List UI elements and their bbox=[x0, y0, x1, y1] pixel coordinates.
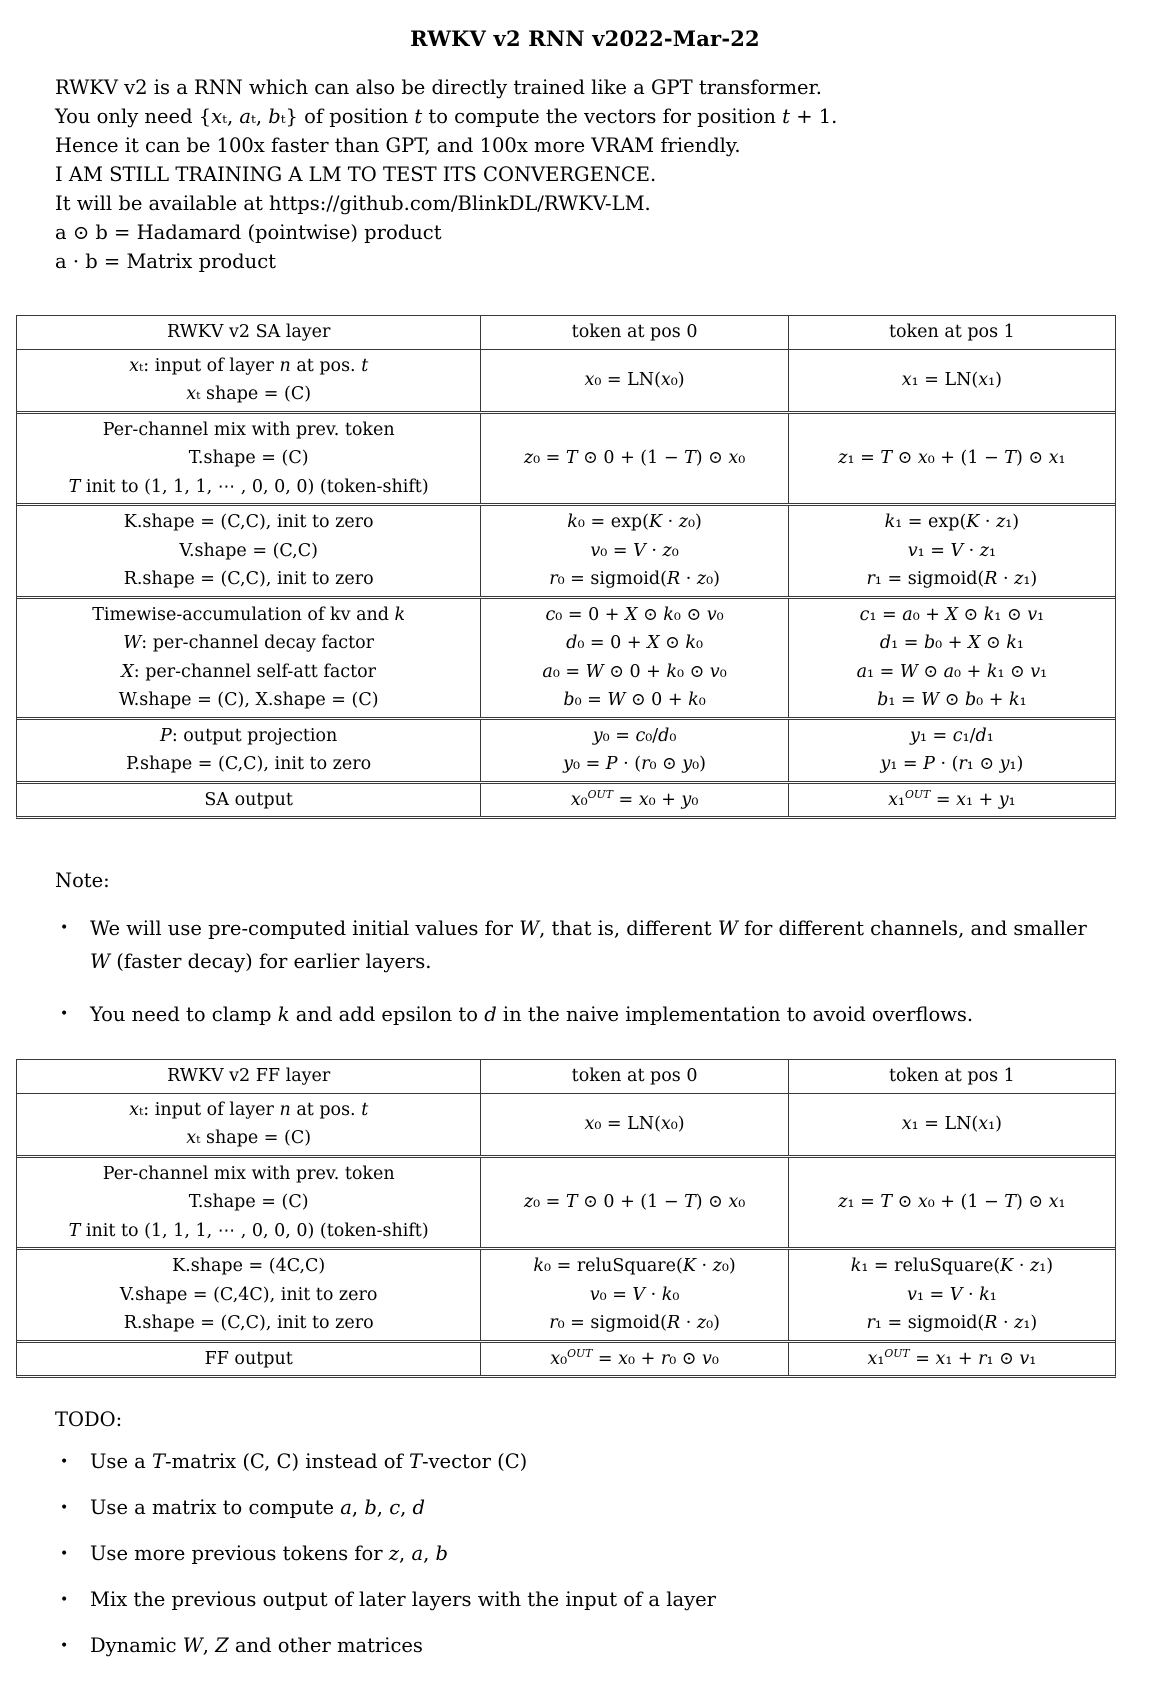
table-cell bbox=[17, 599, 480, 717]
text-line: c₁ = a₀ + X ⊙ k₁ ⊙ v₁ bbox=[859, 604, 1045, 625]
text-line: y₁ = P · (r₁ ⊙ y₁) bbox=[880, 754, 1024, 774]
table-row bbox=[17, 781, 1115, 817]
text-line: a · b = Matrix product bbox=[55, 250, 276, 273]
ff-table-header-pos1: token at pos 1 bbox=[788, 1060, 1115, 1093]
text-line: b₀ = W ⊙ 0 + k₀ bbox=[563, 690, 706, 710]
text-line: k₁ = reluSquare(K · z₁) bbox=[850, 1256, 1054, 1276]
document bbox=[0, 26, 1170, 1700]
table-cell bbox=[480, 599, 787, 717]
table-cell bbox=[788, 1158, 1115, 1248]
text-line: K.shape = (C,C), init to zero bbox=[123, 512, 374, 532]
text-line: x₀ = LN(x₀) bbox=[584, 1113, 685, 1134]
bullet-icon: • bbox=[60, 1546, 69, 1562]
table-cell bbox=[480, 784, 787, 817]
table-cell bbox=[17, 506, 480, 596]
text-line: x₁ = LN(x₁) bbox=[901, 369, 1002, 390]
text-line: c₀ = 0 + X ⊙ k₀ ⊙ v₀ bbox=[545, 604, 724, 625]
text-line: x₁ = LN(x₁) bbox=[901, 1113, 1002, 1134]
table-cell bbox=[17, 1094, 480, 1155]
todo-item bbox=[60, 1585, 1170, 1615]
table-cell bbox=[17, 350, 480, 411]
todo-item-text: Mix the previous output of later layers with the input of a layer bbox=[90, 1588, 716, 1611]
table-row bbox=[17, 596, 1115, 717]
table-cell bbox=[480, 350, 787, 411]
text-line: x₁$^{OUT}$ = x₁ + r₁ ⊙ v₁ bbox=[867, 1346, 1037, 1369]
table-cell bbox=[480, 1094, 787, 1155]
ff-table-header-pos0: token at pos 0 bbox=[480, 1060, 787, 1093]
text-line: d₀ = 0 + X ⊙ k₀ bbox=[566, 633, 703, 653]
bullet-icon: • bbox=[60, 1006, 69, 1022]
text-line: You only need {xₜ, aₜ, bₜ} of position t to compute the vectors for position t + 1. bbox=[55, 105, 838, 128]
text-line: a₁ = W ⊙ a₀ + k₁ ⊙ v₁ bbox=[856, 661, 1048, 682]
text-line: Hence it can be 100x faster than GPT, and 100x more VRAM friendly. bbox=[55, 134, 741, 157]
text-line: xₜ shape = (C) bbox=[186, 1128, 312, 1148]
text-line: z₀ = T ⊙ 0 + (1 − T) ⊙ x₀ bbox=[523, 1192, 746, 1212]
text-line: P: output projection bbox=[160, 725, 338, 746]
text-line: v₁ = V · z₁ bbox=[907, 540, 997, 561]
table-cell bbox=[788, 1343, 1115, 1376]
text-line: I AM STILL TRAINING A LM TO TEST ITS CONVERGENCE. bbox=[55, 163, 657, 186]
table-row bbox=[17, 411, 1115, 504]
text-line: x₀ = LN(x₀) bbox=[584, 369, 685, 390]
text-line: z₁ = T ⊙ x₀ + (1 − T) ⊙ x₁ bbox=[838, 448, 1066, 468]
table-cell bbox=[480, 1158, 787, 1248]
text-line: FF output bbox=[204, 1348, 293, 1369]
todo-item-text: Use a matrix to compute a, b, c, d bbox=[90, 1496, 426, 1519]
table-cell bbox=[788, 720, 1115, 781]
table-cell bbox=[788, 1250, 1115, 1340]
text-line: SA output bbox=[204, 789, 293, 810]
table-cell bbox=[480, 1250, 787, 1340]
table-row bbox=[17, 503, 1115, 596]
sa-table-header-layer: RWKV v2 SA layer bbox=[166, 322, 331, 342]
text-line: T init to (1, 1, 1, ⋯ , 0, 0, 0) (token-shift) bbox=[68, 1220, 429, 1241]
text-line: z₀ = T ⊙ 0 + (1 − T) ⊙ x₀ bbox=[523, 448, 746, 468]
page bbox=[0, 26, 1170, 1700]
ff-table-header-layer: RWKV v2 FF layer bbox=[167, 1066, 331, 1086]
text-line: K.shape = (4C,C) bbox=[172, 1256, 326, 1276]
text-line: y₀ = P · (r₀ ⊙ y₀) bbox=[563, 754, 707, 774]
table-cell bbox=[17, 1250, 480, 1340]
text-line: v₀ = V · z₀ bbox=[590, 540, 679, 561]
bullet-icon: • bbox=[60, 1592, 69, 1608]
text-line: xₜ: input of layer n at pos. t bbox=[129, 355, 369, 376]
text-line: x₀$^{OUT}$ = x₀ + r₀ ⊙ v₀ bbox=[550, 1346, 719, 1369]
table-cell bbox=[480, 414, 787, 504]
text-line: V.shape = (C,4C), init to zero bbox=[119, 1284, 378, 1305]
table-row bbox=[17, 1340, 1115, 1376]
text-line: x₁$^{OUT}$ = x₁ + y₁ bbox=[888, 787, 1016, 810]
text-line: P.shape = (C,C), init to zero bbox=[126, 754, 372, 774]
text-line: xₜ shape = (C) bbox=[186, 384, 312, 404]
table-row bbox=[17, 1247, 1115, 1340]
bullet-icon: • bbox=[60, 1638, 69, 1654]
note-item-text: You need to clamp k and add epsilon to d in the naive implementation to avoid overflows. bbox=[90, 1003, 974, 1026]
table-cell bbox=[788, 599, 1115, 717]
text-line: d₁ = b₀ + X ⊙ k₁ bbox=[879, 633, 1024, 653]
text-line: It will be available at https://github.com/BlinkDL/RWKV-LM. bbox=[55, 192, 651, 215]
table-row bbox=[17, 1155, 1115, 1248]
table-cell bbox=[480, 1343, 787, 1376]
text-line: k₀ = exp(K · z₀) bbox=[567, 512, 702, 532]
table-cell bbox=[788, 506, 1115, 596]
table-cell bbox=[480, 506, 787, 596]
text-line: xₜ: input of layer n at pos. t bbox=[129, 1099, 369, 1120]
text-line: z₁ = T ⊙ x₀ + (1 − T) ⊙ x₁ bbox=[838, 1192, 1066, 1212]
table-cell bbox=[17, 414, 480, 504]
text-line: T.shape = (C) bbox=[188, 1192, 309, 1212]
text-line: W: per-channel decay factor bbox=[123, 633, 375, 653]
table-cell bbox=[788, 350, 1115, 411]
text-line: Per-channel mix with prev. token bbox=[102, 1163, 395, 1184]
bullet-icon: • bbox=[60, 920, 69, 936]
todo-heading: TODO: bbox=[55, 1408, 123, 1431]
table-cell bbox=[17, 720, 480, 781]
text-line: r₁ = sigmoid(R · z₁) bbox=[866, 1313, 1038, 1333]
table-cell bbox=[788, 1094, 1115, 1155]
ff-table-header-row bbox=[17, 1060, 1115, 1093]
sa-table-header-pos0: token at pos 0 bbox=[480, 316, 787, 349]
text-line: r₀ = sigmoid(R · z₀) bbox=[549, 569, 720, 589]
todo-item bbox=[60, 1447, 1170, 1477]
todo-item-text: Dynamic W, Z and other matrices bbox=[90, 1634, 423, 1657]
sa-table-header-pos1: token at pos 1 bbox=[788, 316, 1115, 349]
table-row bbox=[17, 1093, 1115, 1155]
todo-item-text: Use more previous tokens for z, a, b bbox=[90, 1542, 448, 1565]
text-line: k₁ = exp(K · z₁) bbox=[884, 512, 1020, 532]
text-line: b₁ = W ⊙ b₀ + k₁ bbox=[877, 690, 1027, 710]
table-cell bbox=[17, 1158, 480, 1248]
text-line: Timewise-accumulation of kv and k bbox=[92, 604, 406, 625]
table-row bbox=[17, 349, 1115, 411]
text-line: a₀ = W ⊙ 0 + k₀ ⊙ v₀ bbox=[542, 661, 727, 682]
note-item-text: We will use pre-computed initial values for W, that is, different W for different channels, and smaller W (faster decay) for earlier layers. bbox=[90, 917, 1087, 973]
intro-paragraph bbox=[55, 73, 1170, 276]
document-title: RWKV v2 RNN v2022-Mar-22 bbox=[410, 26, 760, 51]
table-cell bbox=[17, 1343, 480, 1376]
text-line: Per-channel mix with prev. token bbox=[102, 419, 395, 440]
text-line: X: per-channel self-att factor bbox=[121, 661, 377, 682]
text-line: a ⊙ b = Hadamard (pointwise) product bbox=[55, 221, 442, 244]
bullet-icon: • bbox=[60, 1500, 69, 1516]
text-line: V.shape = (C,C) bbox=[179, 540, 318, 561]
bullet-icon: • bbox=[60, 1454, 69, 1470]
text-line: T.shape = (C) bbox=[188, 448, 309, 468]
sa-table bbox=[16, 315, 1116, 819]
note-item bbox=[60, 912, 1170, 978]
note-item bbox=[60, 998, 1170, 1031]
table-cell bbox=[17, 784, 480, 817]
table-cell bbox=[788, 784, 1115, 817]
text-line: R.shape = (C,C), init to zero bbox=[123, 569, 374, 589]
todo-item bbox=[60, 1539, 1170, 1569]
note-heading: Note: bbox=[55, 869, 110, 892]
text-line: T init to (1, 1, 1, ⋯ , 0, 0, 0) (token-shift) bbox=[68, 476, 429, 497]
text-line: r₀ = sigmoid(R · z₀) bbox=[549, 1313, 720, 1333]
text-line: y₀ = c₀/d₀ bbox=[592, 725, 677, 746]
table-cell bbox=[788, 414, 1115, 504]
table-row bbox=[17, 717, 1115, 781]
text-line: r₁ = sigmoid(R · z₁) bbox=[866, 569, 1038, 589]
text-line: k₀ = reluSquare(K · z₀) bbox=[533, 1256, 736, 1276]
text-line: R.shape = (C,C), init to zero bbox=[123, 1313, 374, 1333]
table-cell bbox=[480, 720, 787, 781]
sa-table-header-row bbox=[17, 316, 1115, 349]
ff-table bbox=[16, 1059, 1116, 1378]
text-line: y₁ = c₁/d₁ bbox=[910, 725, 994, 746]
text-line: x₀$^{OUT}$ = x₀ + y₀ bbox=[570, 787, 699, 810]
todo-item-text: Use a T-matrix (C, C) instead of T-vector (C) bbox=[90, 1450, 528, 1473]
text-line: W.shape = (C), X.shape = (C) bbox=[118, 690, 379, 710]
todo-item bbox=[60, 1631, 1170, 1661]
todo-item bbox=[60, 1493, 1170, 1523]
text-line: v₀ = V · k₀ bbox=[589, 1284, 680, 1305]
text-line: RWKV v2 is a RNN which can also be directly trained like a GPT transformer. bbox=[55, 76, 822, 99]
text-line: v₁ = V · k₁ bbox=[907, 1284, 997, 1305]
